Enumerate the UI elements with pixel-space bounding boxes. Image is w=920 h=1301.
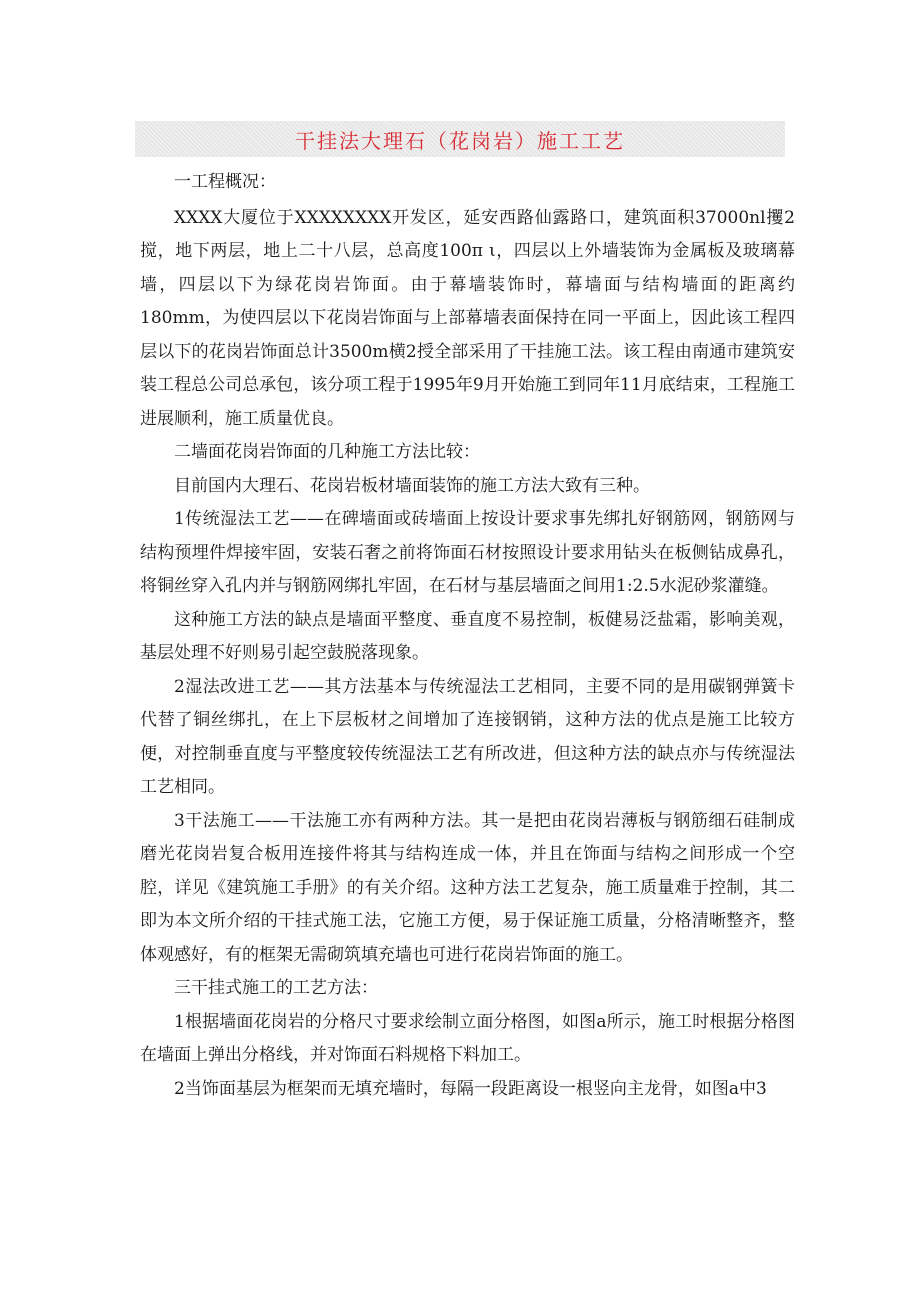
paragraph: 目前国内大理石、花岗岩板材墙面装饰的施工方法大致有三种。 xyxy=(174,475,650,496)
paragraph: 1根据墙面花岗岩的分格尺寸要求绘制立面分格图，如图a所示，施工时根据分格图在墙面上弹出分格线，并对饰面石料规格下料加工。 xyxy=(140,1011,795,1065)
paragraph: 2湿法改进工艺——其方法基本与传统湿法工艺相同，主要不同的是用碳钢弹簧卡代替了铜丝绑扎，在上下层板材之间增加了连接钢销，这种方法的优点是施工比较方便，对控制垂直度与平整度较传统湿法工艺有所改进，但这种方法的缺点亦与传统湿法工艺相同。 xyxy=(140,676,795,797)
section-heading-method: 三干挂式施工的工艺方法： xyxy=(174,978,378,998)
paragraph: 1传统湿法工艺——在碑墙面或砖墙面上按设计要求事先绑扎好钢筋网，钢筋网与结构预埋件焊接牢固，安装石奢之前将饰面石材按照设计要求用钻头在板侧钻成鼻孔，将铜丝穿入孔内并与钢筋网绑扎牢固，在石材与基层墙面之间用1:2.5水泥砂浆灌缝。 xyxy=(140,509,795,596)
section-heading-overview: 一工程概况： xyxy=(174,172,276,192)
paragraph: 这种施工方法的缺点是墙面平整度、垂直度不易控制，板健易泛盐霜，影响美观，基层处理不好则易引起空鼓脱落现象。 xyxy=(140,609,795,663)
paragraph: 2当饰面基层为框架而无填充墙时，每隔一段距离设一根竖向主龙骨，如图a中3 xyxy=(174,1078,767,1099)
document-title: 干挂法大理石（花岗岩）施工工艺 xyxy=(295,128,625,153)
title-banner xyxy=(135,121,785,157)
section-heading-comparison: 二墙面花岗岩饰面的几种施工方法比较： xyxy=(174,442,480,462)
paragraph: XXXX大厦位于XXXXXXXX开发区，延安西路仙露路口，建筑面积37000nl攫2搅，地下两层，地上二十八层，总高度100π ι，四层以上外墙装饰为金属板及玻璃幕墙，四层以下为绿花岗岩饰面。由于幕墙装饰时，幕墙面与结构墙面的距离约180mm，为使四层以下花岗岩饰面与上部幕墙表面保持在同一平面上，因此该工程四层以下的花岗岩饰面总计3500m横2授全部采用了干挂施工法。该工程由南通市建筑安装工程总公司总承包，该分项工程于1995年9月开始施工到同年11月底结束，工程施工进展顺利，施工质量优良。 xyxy=(140,207,795,429)
paragraph: 3干法施工——干法施工亦有两种方法。其一是把由花岗岩薄板与钢筋细石硅制成磨光花岗岩复合板用连接件将其与结构连成一体，并且在饰面与结构之间形成一个空腔，详见《建筑施工手册》的有关介绍。这种方法工艺复杂，施工质量难于控制，其二即为本文所介绍的干挂式施工法，它施工方便，易于保证施工质量，分格清晰整齐，整体观感好，有的框架无需砌筑填充墙也可进行花岗岩饰面的施工。 xyxy=(140,810,795,965)
document-body xyxy=(140,166,795,1106)
